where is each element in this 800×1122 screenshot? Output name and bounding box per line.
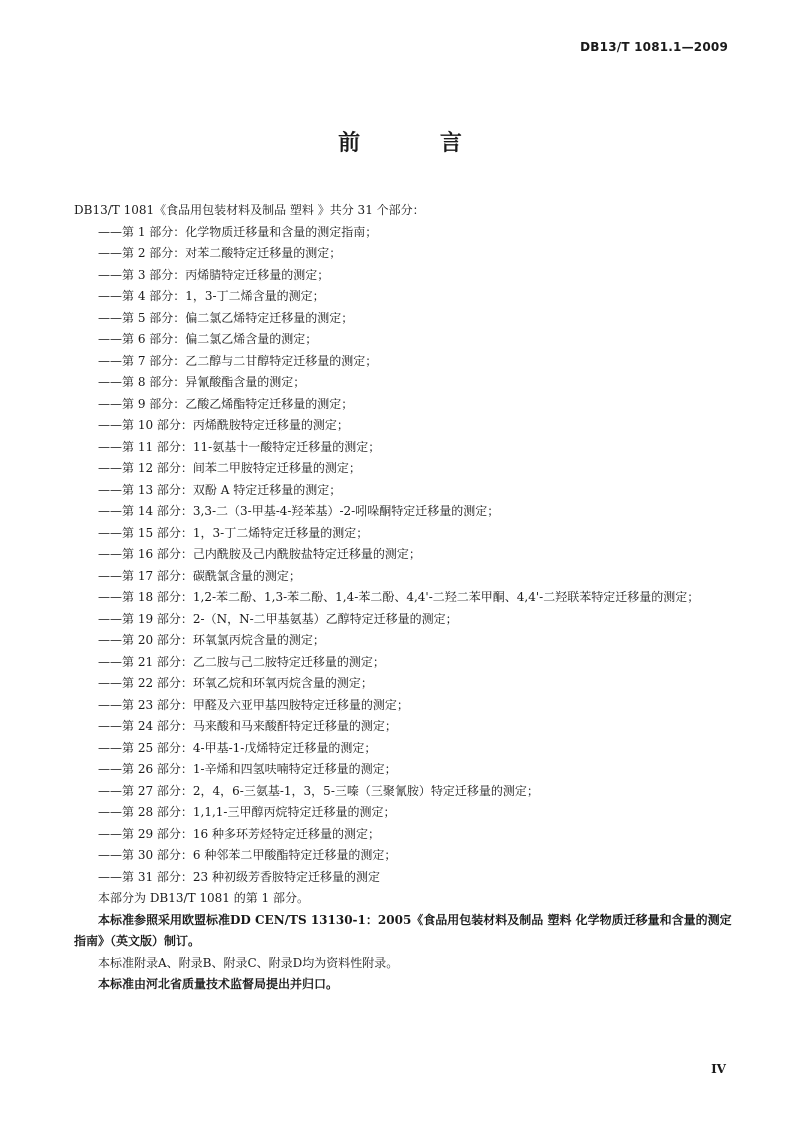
intro-line: DB13/T 1081《食品用包装材料及制品 塑料 》共分 31 个部分： [74,203,425,217]
part-item-13: ——第 13 部分：双酚 A 特定迁移量的测定； [98,482,342,497]
part-item-28: ——第 28 部分：1,1,1-三甲醇丙烷特定迁移量的测定； [98,805,396,819]
part-item-15: ——第 15 部分：1，3-丁二烯特定迁移量的测定； [98,525,369,540]
part-item-9: ——第 9 部分：乙酸乙烯酯特定迁移量的测定； [98,396,354,411]
part-item-2: ——第 2 部分：对苯二酸特定迁移量的测定； [98,246,342,260]
part-item-7: ——第 7 部分：乙二醇与二甘醇特定迁移量的测定； [98,353,378,368]
part-item-6: ——第 6 部分：偏二氯乙烯含量的测定； [98,332,318,346]
part-item-8: ——第 8 部分：异氰酸酯含量的测定； [98,375,306,389]
part-item-31: ——第 31 部分：23 种初级芳香胺特定迁移量的测定 [98,869,380,884]
part-item-3: ——第 3 部分：丙烯腈特定迁移量的测定； [98,267,330,282]
part-item-17: ——第 17 部分：碳酰氯含量的测定； [98,568,301,583]
part-item-4: ——第 4 部分：1，3-丁二烯含量的测定； [98,289,325,303]
part-item-1: ——第 1 部分：化学物质迁移量和含量的测定指南； [98,224,378,239]
part-item-20: ——第 20 部分：环氧氯丙烷含量的测定； [98,633,325,647]
paragraph-appendix-note: 本标准附录A、附录B、附录C、附录D均为资料性附录。 [98,955,399,970]
page-number: IV [711,1062,726,1076]
part-item-30: ——第 30 部分：6 种邻苯二甲酸酯特定迁移量的测定； [98,848,397,862]
document-code: DB13/T 1081.1—2009 [580,40,728,54]
part-item-11: ——第 11 部分：11-氨基十一酸特定迁移量的测定； [98,439,381,454]
part-item-22: ——第 22 部分：环氧乙烷和环氧丙烷含量的测定； [98,676,373,690]
part-item-19: ——第 19 部分：2-（N，N-二甲基氨基）乙醇特定迁移量的测定； [98,611,458,626]
part-item-29: ——第 29 部分：16 种多环芳烃特定迁移量的测定； [98,826,380,841]
part-item-10: ——第 10 部分：丙烯酰胺特定迁移量的测定； [98,418,349,432]
part-item-26: ——第 26 部分：1-辛烯和四氢呋喃特定迁移量的测定； [98,762,397,776]
paragraph-part-note: 本部分为 DB13/T 1081 的第 1 部分。 [98,891,310,905]
part-item-12: ——第 12 部分：间苯二甲胺特定迁移量的测定； [98,461,361,475]
paragraph-proposer: 本标准由河北省质量技术监督局提出并归口。 [98,977,339,991]
part-item-14: ——第 14 部分：3,3-二（3-甲基-4-羟苯基）-2-吲哚酮特定迁移量的测定； [98,504,500,518]
part-item-21: ——第 21 部分：乙二胺与己二胺特定迁移量的测定； [98,654,385,669]
part-item-5: ——第 5 部分：偏二氯乙烯特定迁移量的测定； [98,310,354,325]
part-item-27: ——第 27 部分：2，4，6-三氨基-1，3，5-三嗪（三聚氰胺）特定迁移量的测定； [98,783,539,798]
page-title: 前 言 [338,130,498,156]
paragraph-reference-standard: 本标准参照采用欧盟标准DD CEN/TS 13130-1：2005《食品用包装材料及制品 塑料 化学物质迁移量和含量的测定指南》（英文版）制订。 [74,912,732,948]
part-item-25: ——第 25 部分：4-甲基-1-戊烯特定迁移量的测定； [98,740,377,755]
part-item-18: ——第 18 部分：1,2-苯二酚、1,3-苯二酚、1,4-苯二酚、4,4'-二羟二苯甲酮、4,4'-二羟联苯特定迁移量的测定； [98,590,700,604]
part-item-16: ——第 16 部分：己内酰胺及己内酰胺盐特定迁移量的测定； [98,547,421,561]
document-body [74,200,734,996]
part-item-24: ——第 24 部分：马来酸和马来酸酐特定迁移量的测定； [98,719,397,733]
part-item-23: ——第 23 部分：甲醛及六亚甲基四胺特定迁移量的测定； [98,697,409,712]
